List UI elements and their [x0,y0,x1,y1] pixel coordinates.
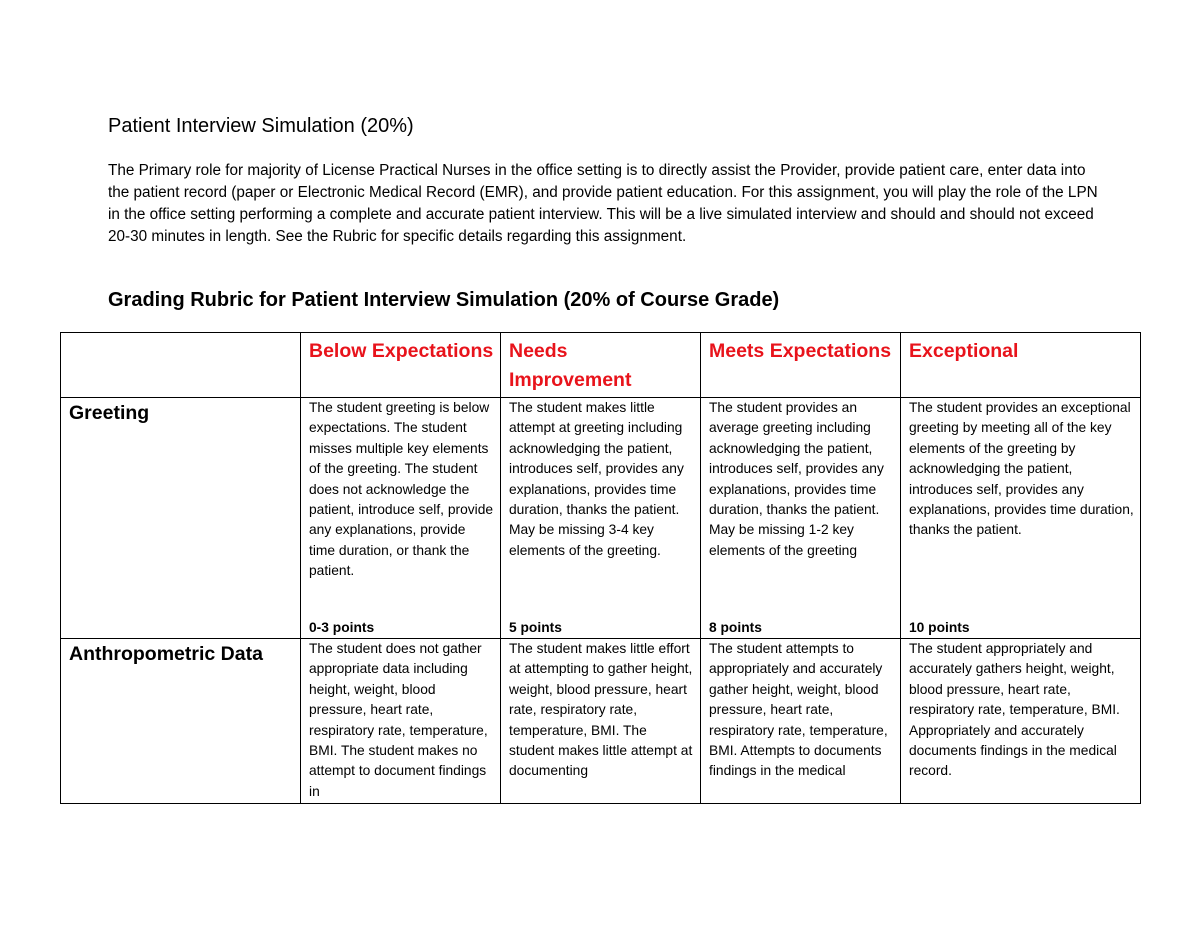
criterion-label: Anthropometric Data [69,643,263,665]
rubric-header-row [61,333,1141,398]
rubric-cell [901,398,1141,639]
header-level-exceptional [901,333,1141,398]
rubric-cell [901,639,1141,804]
cell-points: 0-3 points [309,620,375,635]
rubric-cell [301,398,501,639]
rubric-cell [501,398,701,639]
cell-points: 10 points [909,620,970,635]
level-label: Exceptional [909,340,1019,362]
cell-description: The student provides an average greeting including acknowledging the patient, introduces self, provides any explanations, provides time duration, thanks the patient. May be missing 1-2 key elements of the greeting [709,400,884,558]
rubric-table [60,332,1141,804]
cell-points: 5 points [509,620,562,635]
cell-description: The student greeting is below expectations. The student misses multiple key elements of the greeting. The student does not acknowledge the patient, introduce self, provide any explanations, provide time duration, or thank the patient. [309,400,494,579]
cell-description: The student does not gather appropriate data including height, weight, blood pressure, heart rate, respiratory rate, temperature, BMI. The student makes no attempt to document findings in [309,641,488,799]
cell-description: The student attempts to appropriately and accurately gather height, weight, blood pressure, heart rate, respiratory rate, temperature, BMI. Attempts to documents findings in the medical [709,641,888,779]
level-label: Needs Improvement [509,340,632,391]
criterion-cell [61,398,301,639]
criterion-label: Greeting [69,402,150,424]
cell-description: The student appropriately and accurately gathers height, weight, blood pressure, heart rate, respiratory rate, temperature, BMI. Appropriately and accurately documents findings in the medical record. [909,641,1120,779]
rubric-cell [501,639,701,804]
rubric-cell [301,639,501,804]
rubric-title: Grading Rubric for Patient Interview Simulation (20% of Course Grade) [108,289,780,311]
header-level-below [301,333,501,398]
cell-description: The student makes little attempt at greeting including acknowledging the patient, introduces self, provides any explanations, provides time duration, thanks the patient. May be missing 3-4 key elements of the greeting. [509,400,684,558]
intro-paragraph: The Primary role for majority of License Practical Nurses in the office setting is to directly assist the Provider, provide patient care, enter data into the patient record (paper or Electronic Medical Record (EMR), and provide patient education. For this assignment, you will play the role of the LPN in the office setting performing a complete and accurate patient interview. This will be a live simulated interview and should and should not exceed 20-30 minutes in length. See the Rubric for specific details regarding this assignment. [108,162,1098,245]
cell-points: 8 points [709,620,762,635]
cell-description: The student makes little effort at attempting to gather height, weight, blood pressure, heart rate, respiratory rate, temperature, BMI. The student makes little attempt at documenting [509,641,693,779]
header-empty-cell [61,333,301,398]
criterion-cell [61,639,301,804]
header-level-needs [501,333,701,398]
level-label: Below Expectations [309,340,494,362]
table-row [61,639,1141,804]
level-label: Meets Expectations [709,340,892,362]
header-level-meets [701,333,901,398]
page-title: Patient Interview Simulation (20%) [108,115,414,137]
rubric-cell [701,398,901,639]
table-row [61,398,1141,639]
rubric-cell [701,639,901,804]
cell-description: The student provides an exceptional greeting by meeting all of the key elements of the greeting by acknowledging the patient, introduces self, provides any explanations, provides time duration, thanks the patient. [909,400,1134,538]
